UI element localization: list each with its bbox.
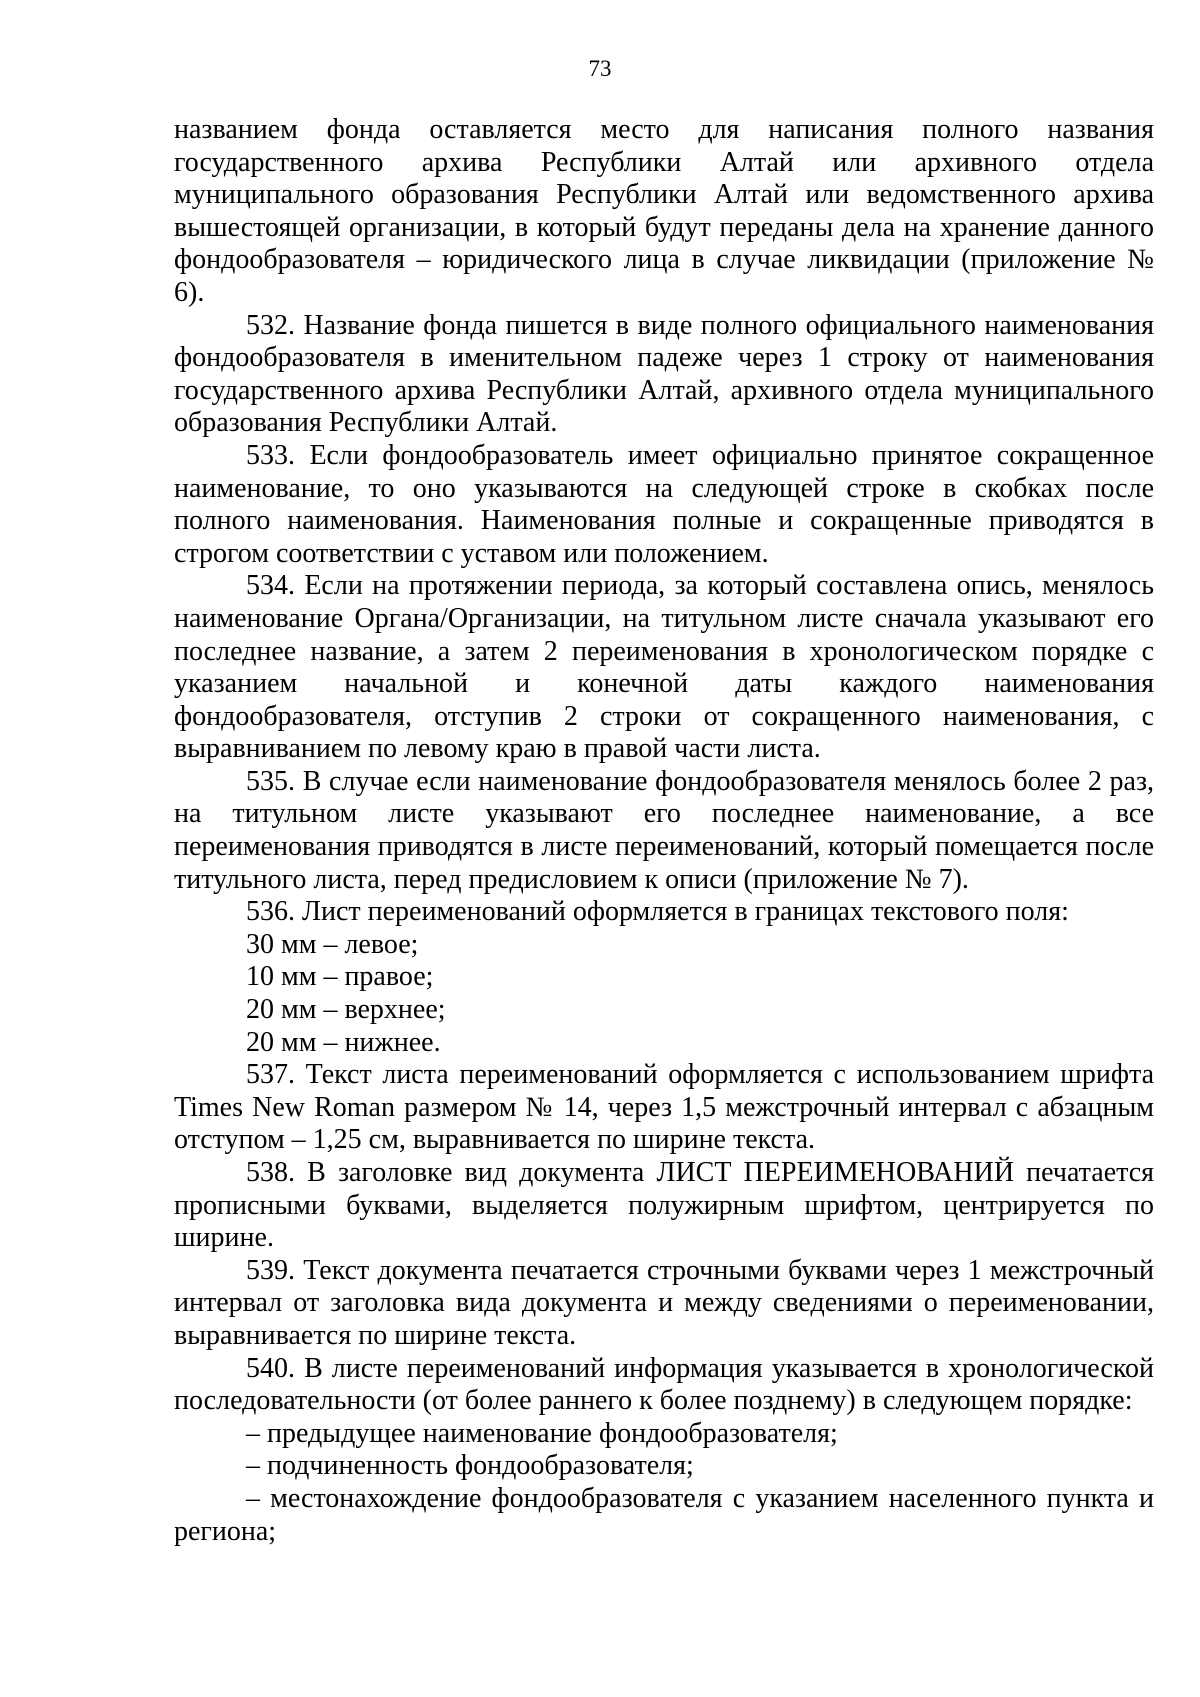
- margin-right-item: 10 мм – правое;: [246, 961, 434, 993]
- paragraph-continuation: названием фонда оставляется место для написания полного названия государственного архива Республики Алтай или архивного отдела муниципального образования Республики Алтай или ведомственного архива вышестоящей организации, в который будут переданы дела на хранение данного фондообразователя – юридического лица в случае ликвидации (приложение № 6).: [174, 114, 1154, 308]
- paragraph-537: 537. Текст листа переименований оформляется с использованием шрифта Times New Roman размером № 14, через 1,5 межстрочный интервал с абзацным отступом – 1,25 см, выравнивается по ширине текста.: [174, 1059, 1154, 1156]
- paragraph-538: 538. В заголовке вид документа ЛИСТ ПЕРЕИМЕНОВАНИЙ печатается прописными буквами, выделяется полужирным шрифтом, центрируется по ширине.: [174, 1157, 1154, 1254]
- list-item-location: – местонахождение фондообразователя с указанием населенного пункта и региона;: [174, 1482, 1154, 1547]
- paragraph-534: 534. Если на протяжении периода, за который составлена опись, менялось наименование Органа/Организации, на титульном листе сначала указывают его последнее название, а затем 2 переименования в хронологическом порядке с указанием начальной и конечной даты каждого наименования фондообразователя, отступив 2 строки от сокращенного наименования, с выравниванием по левому краю в правой части листа.: [174, 570, 1154, 765]
- paragraph-532: 532. Название фонда пишется в виде полного официального наименования фондообразователя в именительном падеже через 1 строку от наименования государственного архива Республики Алтай, архивного отдела муниципального образования Республики Алтай.: [174, 309, 1154, 439]
- list-item-subordination: – подчиненность фондообразователя;: [246, 1450, 694, 1482]
- paragraph-540: 540. В листе переименований информация указывается в хронологической последовательности (от более раннего к более позднему) в следующем порядке:: [174, 1352, 1154, 1417]
- margin-bottom-item: 20 мм – нижнее.: [246, 1026, 441, 1058]
- margin-top-item: 20 мм – верхнее;: [246, 994, 446, 1026]
- list-item-previous-name: – предыдущее наименование фондообразователя;: [246, 1417, 838, 1449]
- paragraph-533: 533. Если фондообразователь имеет официально принятое сокращенное наименование, то оно указываются на следующей строке в скобках после полного наименования. Наименования полные и сокращенные приводятся в строгом соответствии с уставом или положением.: [174, 439, 1154, 569]
- paragraph-536: 536. Лист переименований оформляется в границах текстового поля:: [246, 896, 1069, 928]
- document-body: [174, 114, 1154, 1548]
- paragraph-539: 539. Текст документа печатается строчными буквами через 1 межстрочный интервал от заголовка вида документа и между сведениями о переименовании, выравнивается по ширине текста.: [174, 1254, 1154, 1351]
- margin-left-item: 30 мм – левое;: [246, 928, 419, 960]
- page-number: 73: [588, 56, 612, 81]
- paragraph-535: 535. В случае если наименование фондообразователя менялось более 2 раз, на титульном листе указывают его последнее наименование, а все переименования приводятся в листе переименований, который помещается после титульного листа, перед предисловием к описи (приложение № 7).: [174, 765, 1154, 895]
